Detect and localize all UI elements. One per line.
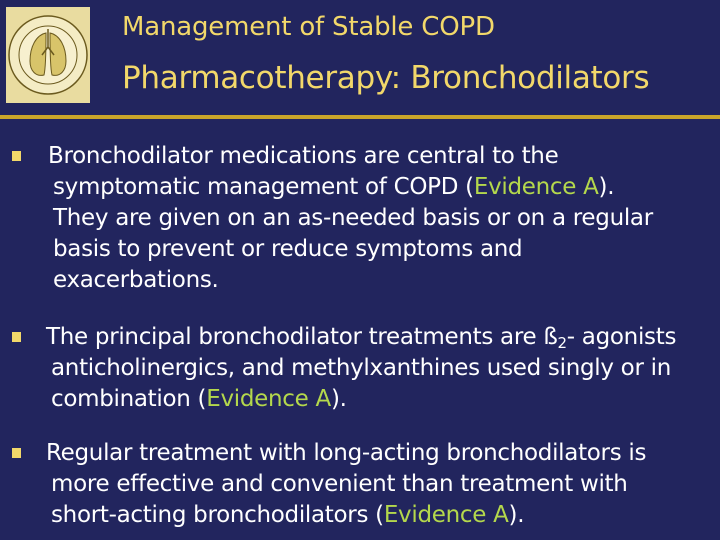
square-bullet-icon [12, 151, 21, 161]
title-divider [0, 115, 720, 119]
bullet-item [12, 322, 716, 415]
bullet-text: The principal bronchodilator treatments are $ß_2-$ agonists anticholinergics, and methylxanthines used singly or in combination (Evidence A). [46, 324, 677, 412]
square-bullet-icon [12, 332, 21, 342]
bullet-text: Bronchodilator medications are central to the symptomatic management of COPD (Evidence A). They are given on an as-needed basis or on a regular basis to prevent or reduce symptoms and exacerbations. [48, 143, 653, 293]
bullet-item [12, 141, 716, 296]
slide-title: Management of Stable COPD [122, 12, 495, 42]
evidence-label: Evidence A [473, 174, 599, 200]
bullet-text: Regular treatment with long-acting bronchodilators is more effective and convenient than treatment with short-acting bronchodilators (Evidence A). [46, 440, 647, 528]
square-bullet-icon [12, 448, 21, 458]
evidence-label: Evidence A [383, 502, 509, 528]
slide-subtitle: Pharmacotherapy: Bronchodilators [122, 60, 650, 96]
evidence-label: Evidence A [206, 386, 331, 412]
gold-logo-icon [6, 7, 90, 103]
bullet-item [12, 438, 716, 531]
